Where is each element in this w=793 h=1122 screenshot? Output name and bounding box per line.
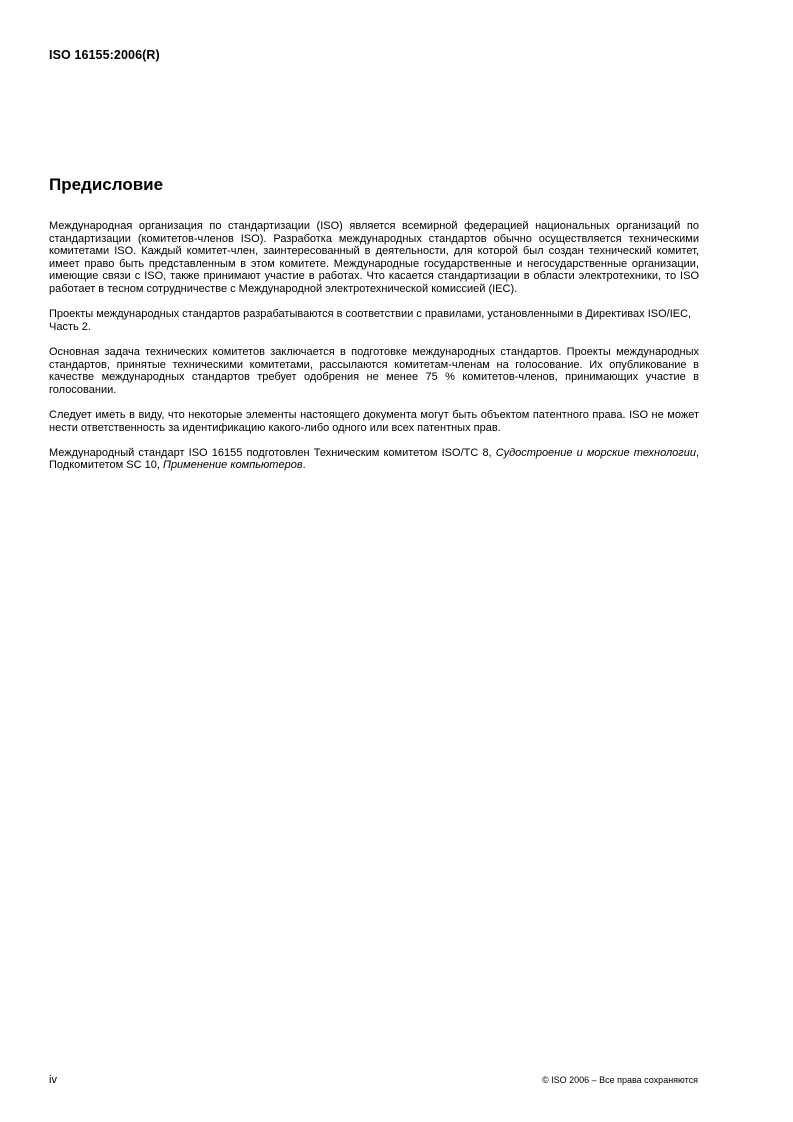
paragraph-patent-rights: Следует иметь в виду, что некоторые элементы настоящего документа могут быть объектом патентного права. ISO не может нести ответственность за идентификацию какого-либо одного или всех патентных прав. bbox=[49, 408, 699, 434]
paragraph-committees-task: Основная задача технических комитетов заключается в подготовке международных стандартов. Проекты международных стандартов, принятые техническими комитетами, рассылаются комитетам-членам на голосование. Их опубликование в качестве международных стандартов требует одобрения не менее 75 % комитетов-членов, принимающих участие в голосовании. bbox=[49, 345, 699, 396]
paragraph-standard-preparation bbox=[49, 447, 699, 472]
subcommittee-name: Применение компьютеров bbox=[162, 459, 303, 472]
preparation-text-1: Международный стандарт ISO 16155 подготовлен Техническим комитетом ISO/TC 8, bbox=[49, 446, 496, 459]
page-number: iv bbox=[49, 1074, 57, 1086]
committee-name: Судостроение и морские технологии bbox=[495, 446, 696, 459]
paragraph-directives: Проекты международных стандартов разрабатываются в соответствии с правилами, установленными в Директивах ISO/IEC, Часть 2. bbox=[49, 308, 692, 333]
preparation-text-3: . bbox=[302, 459, 306, 472]
paragraph-iso-intro: Международная организация по стандартизации (ISO) является всемирной федерацией национальных организаций по стандартизации (комитетов-членов ISO). Разработка международных стандартов обычно осуществляется техническими комитетами ISO. Каждый комитет-член, заинтересованный в деятельности, для которой был создан технический комитет, имеет право быть представленным в этом комитете. Международные государственные и негосударственные организации, имеющие связи с ISO, также принимают участие в работах. Что касается стандартизации в области электротехники, то ISO работает в тесном сотрудничестве с Международной электротехнической комиссией (IEC). bbox=[49, 220, 699, 295]
copyright-notice: © ISO 2006 – Все права сохраняются bbox=[541, 1075, 698, 1085]
preparation-text-2: , Подкомитетом SC 10, bbox=[49, 446, 699, 472]
foreword-body bbox=[49, 220, 699, 484]
page-title: Предисловие bbox=[49, 175, 164, 194]
document-id-header: ISO 16155:2006(R) bbox=[49, 48, 160, 62]
